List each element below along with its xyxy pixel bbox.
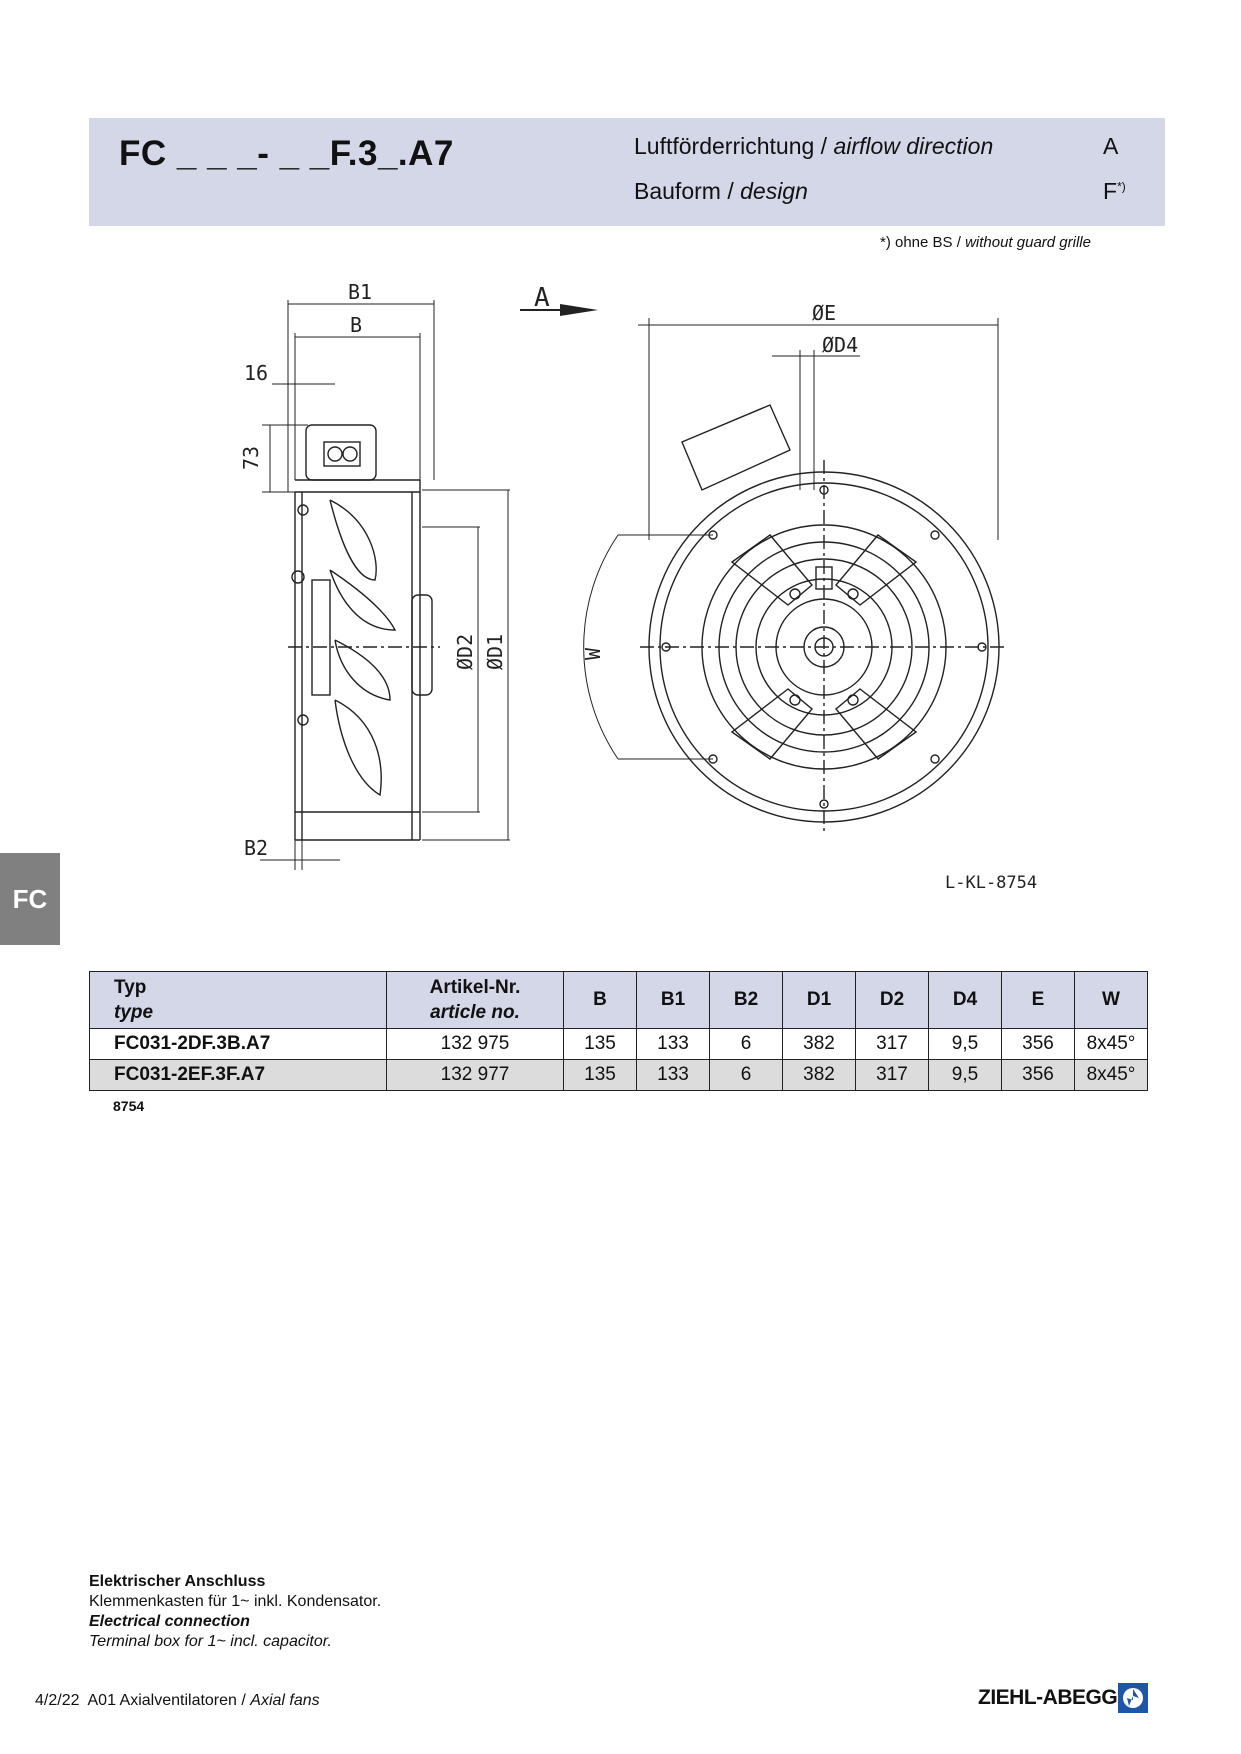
cell-w: 8x45° [1075,1029,1148,1060]
footer-section-en: Axial fans [250,1692,320,1709]
dim-d1: ØD1 [483,633,507,670]
dim-e: ØE [812,301,837,325]
electrical-connection [89,1572,381,1652]
dim-b2: B2 [244,836,269,860]
table-row [90,1029,1148,1060]
footnote [880,234,1091,251]
cell-b: 135 [564,1060,637,1091]
design-value-letter: F [1103,178,1118,204]
header-typ-en: type [114,1002,154,1023]
design-value [1103,178,1126,205]
cell-article: 132 975 [387,1029,564,1060]
airflow-direction-value: A [1103,133,1119,159]
col-header-d2: D2 [856,972,929,1029]
design-label [634,178,808,205]
dim-d4: ØD4 [822,333,859,357]
electrical-title-en: Electrical connection [89,1613,250,1630]
dim-w: W [581,647,605,660]
cell-w: 8x45° [1075,1060,1148,1091]
footnote-text: without guard grille [965,234,1091,251]
cell-e: 356 [1002,1029,1075,1060]
header-art-de: Artikel-Nr. [429,977,521,998]
cell-e: 356 [1002,1060,1075,1091]
spec-table [89,971,1148,1091]
cell-b2: 6 [710,1029,783,1060]
footnote-mark: *) ohne BS / [880,234,966,251]
col-header-b1: B1 [637,972,710,1029]
airflow-label-de: Luftförderrichtung / [634,133,834,159]
col-header-e: E [1002,972,1075,1029]
technical-drawing [200,280,1100,910]
front-view [640,405,1008,832]
cell-d1: 382 [783,1029,856,1060]
cell-d4: 9,5 [929,1060,1002,1091]
col-header-article [387,972,564,1029]
dim-73: 73 [239,445,263,470]
dim-d2: ØD2 [453,633,477,670]
cell-d2: 317 [856,1029,929,1060]
col-header-type [90,972,387,1029]
cell-type: FC031-2EF.3F.A7 [90,1060,387,1091]
cell-type: FC031-2DF.3B.A7 [90,1029,387,1060]
col-header-w: W [1075,972,1148,1029]
header-typ-de: Typ [114,977,147,998]
airflow-label: A [534,283,550,313]
cell-d2: 317 [856,1060,929,1091]
cell-b2: 6 [710,1060,783,1091]
electrical-title-de: Elektrischer Anschluss [89,1573,266,1590]
logo-text: ZIEHL-ABEGG [978,1686,1118,1709]
drawing-reference: L-KL-8754 [945,873,1038,893]
table-header-row [90,972,1148,1029]
airflow-label-en: airflow direction [833,133,994,159]
product-code: FC _ _ _- _ _F.3_.A7 [119,134,454,173]
col-header-b2: B2 [710,972,783,1029]
side-view [288,425,440,840]
dim-16: 16 [244,361,269,385]
footer-section: A01 Axialventilatoren / [87,1692,251,1709]
table-row [90,1060,1148,1091]
cell-d4: 9,5 [929,1029,1002,1060]
airflow-arrow-head [560,304,598,316]
col-header-d4: D4 [929,972,1002,1029]
electrical-text-de: Klemmenkasten für 1~ inkl. Kondensator. [89,1593,382,1610]
design-label-en: design [740,178,808,204]
ziehl-abegg-logo [978,1682,1149,1714]
page-footer [35,1692,320,1710]
table-code: 8754 [113,1098,145,1114]
col-header-d1: D1 [783,972,856,1029]
cell-b1: 133 [637,1060,710,1091]
cell-b1: 133 [637,1029,710,1060]
header-art-en: article no. [430,1002,520,1023]
dim-b1: B1 [348,280,373,304]
dim-b: B [350,313,363,337]
footer-date: 4/2/22 [35,1692,80,1709]
logo-emblem-icon [1117,1682,1149,1714]
title-band [89,118,1165,226]
design-label-de: Bauform / [634,178,741,204]
design-footnote-mark: *) [1117,179,1126,194]
side-tab: FC [0,853,60,945]
cell-article: 132 977 [387,1060,564,1091]
col-header-b: B [564,972,637,1029]
airflow-direction-label [634,133,993,160]
electrical-text-en: Terminal box for 1~ incl. capacitor. [89,1633,332,1650]
cell-b: 135 [564,1029,637,1060]
cell-d1: 382 [783,1060,856,1091]
